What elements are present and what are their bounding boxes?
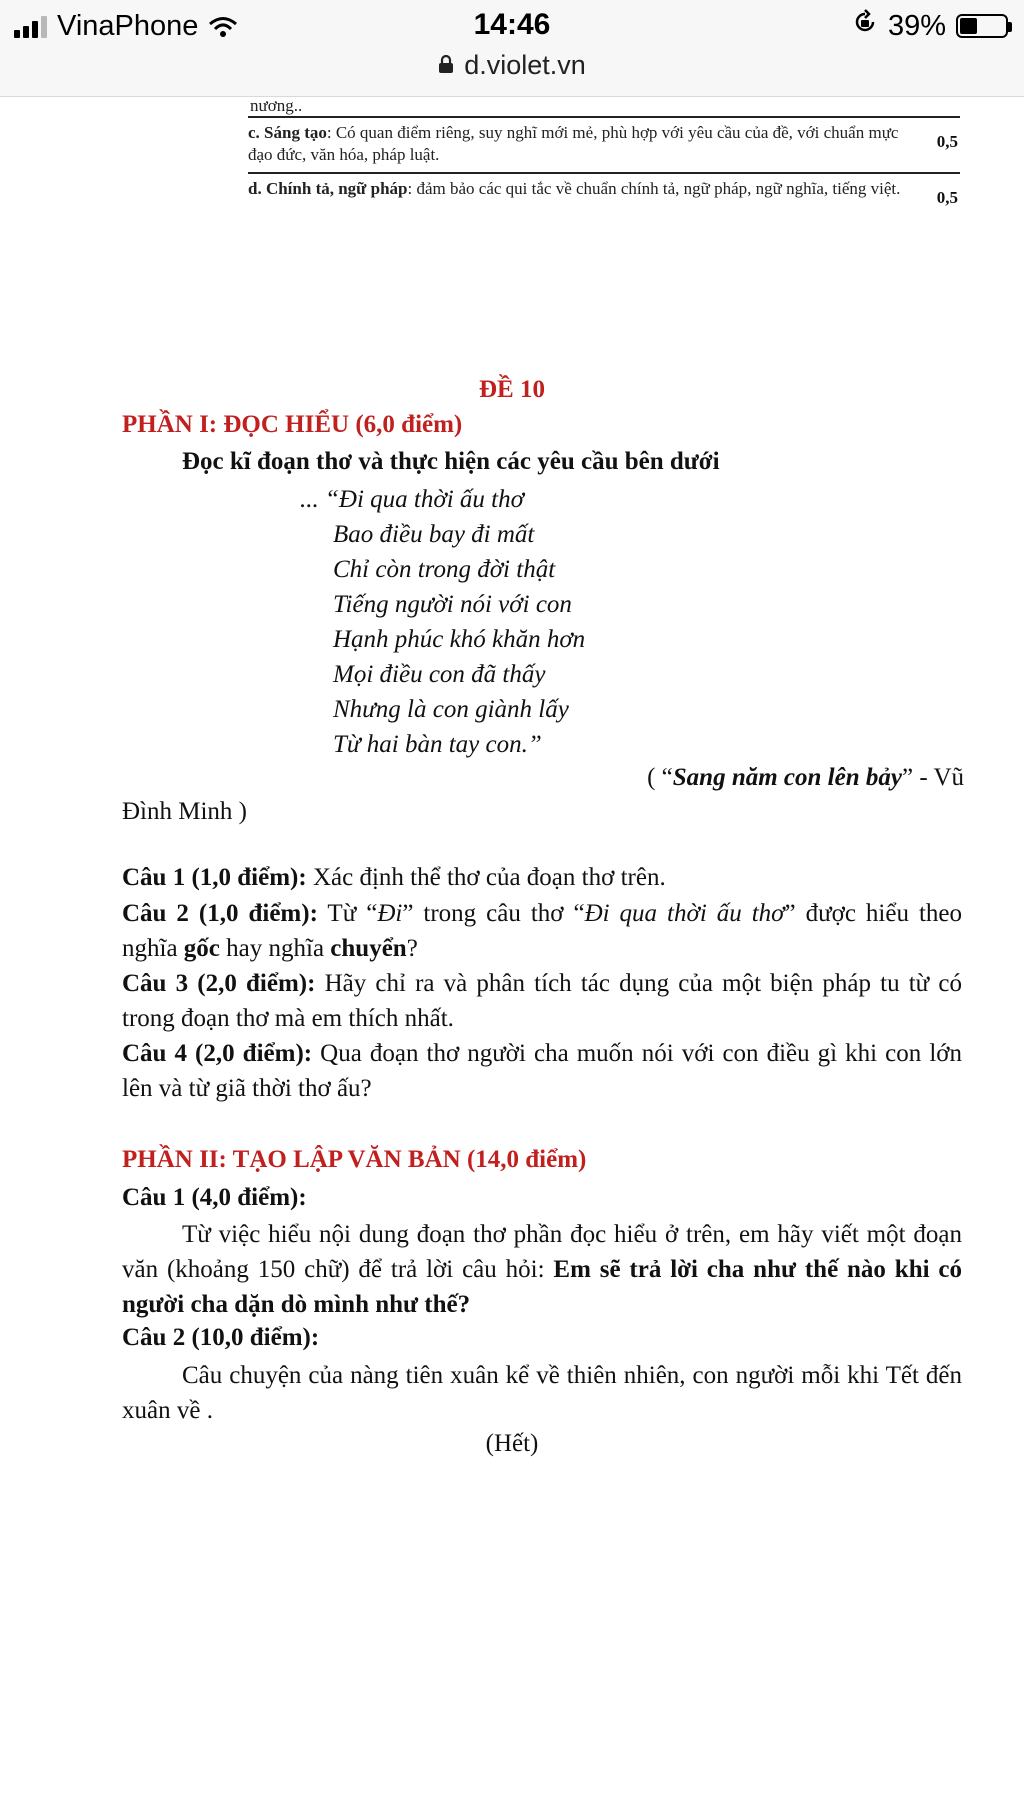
question-4: Câu 4 (2,0 điểm): Qua đoạn thơ người cha muốn nói với con điều gì khi con lớn lên và từ giã thời thơ ấu? (122, 1040, 962, 1102)
status-bar (0, 0, 1024, 97)
poem-line: Nhưng là con giành lấy (333, 696, 569, 723)
end-mark: (Hết) (485, 1430, 539, 1457)
question-2: Câu 2 (1,0 điểm): Từ “Đi” trong câu thơ “Đi qua thời ấu thơ” được hiểu theo nghĩa gốc hay nghĩa chuyển? (122, 900, 962, 962)
rubric-criterion: d. Chính tả, ngữ pháp: đảm bảo các qui tắc về chuẩn chính tả, ngữ pháp, ngữ nghĩa, tiếng việt. (248, 179, 901, 198)
poem-line: Chỉ còn trong đời thật (333, 556, 556, 583)
poem-line: Từ hai bàn tay con.” (333, 731, 542, 758)
clock: 14:46 (473, 8, 551, 41)
rubric-score: 0,5 (936, 188, 958, 207)
document-page (0, 96, 1024, 1820)
url-text[interactable]: d.violet.vn (464, 50, 586, 80)
poem-excerpt (300, 482, 585, 762)
battery-percent: 39% (887, 9, 946, 42)
orientation-lock-icon (852, 9, 878, 43)
part2-question-1-text: Từ việc hiểu nội dung đoạn thơ phần đọc hiểu ở trên, em hãy viết một đoạn văn (khoảng 150 chữ) để trả lời câu hỏi: Em sẽ trả lời cha như thế nào khi có người cha dặn dò mình như thế? (122, 1221, 962, 1318)
part2-heading: PHẦN II: TẠO LẬP VĂN BẢN (14,0 điểm) (122, 1146, 587, 1173)
reading-instruction: Đọc kĩ đoạn thơ và thực hiện các yêu cầu bên dưới (182, 448, 720, 475)
battery-icon (956, 14, 1008, 38)
question-3: Câu 3 (2,0 điểm): Hãy chỉ ra và phân tích tác dụng của một biện pháp tu từ có trong đoạn thơ mà em thích nhất. (122, 970, 962, 1032)
part2-question-2-text: Câu chuyện của nàng tiên xuân kể về thiên nhiên, con người mỗi khi Tết đến xuân về . (122, 1362, 962, 1424)
poem-line: Bao điều bay đi mất (333, 521, 535, 548)
lock-icon (438, 50, 454, 81)
poem-source: ( “Sang năm con lên bảy” - Vũ (647, 764, 964, 791)
carrier-name: VinaPhone (57, 10, 199, 42)
poem-line: Hạnh phúc khó khăn hơn (333, 626, 586, 653)
battery-fill (960, 18, 977, 34)
rubric-table (248, 116, 960, 214)
part2-question-2-label: Câu 2 (10,0 điểm): (122, 1324, 320, 1351)
rubric-row (248, 116, 960, 172)
part2-question-1-label: Câu 1 (4,0 điểm): (122, 1184, 307, 1211)
part1-heading: PHẦN I: ĐỌC HIỂU (6,0 điểm) (122, 411, 463, 438)
poem-line: ... “Đi qua thời ấu thơ (300, 486, 524, 513)
poem-line: Mọi điều con đã thấy (333, 661, 546, 688)
poem-line: Tiếng người nói với con (333, 591, 572, 618)
question-1: Câu 1 (1,0 điểm): Xác định thể thơ của đoạn thơ trên. (122, 864, 666, 891)
status-right (852, 9, 1008, 43)
top-fragment: nương.. (250, 96, 303, 115)
rubric-row (248, 172, 960, 214)
address-bar[interactable] (0, 50, 1024, 81)
rubric-criterion: c. Sáng tạo: Có quan điểm riêng, suy nghĩ mới mẻ, phù hợp với yêu cầu của đề, với chuẩn mực đạo đức, văn hóa, pháp luật. (248, 123, 899, 164)
rubric-score: 0,5 (936, 132, 958, 151)
exam-title: ĐỀ 10 (479, 376, 545, 403)
poem-author: Đình Minh ) (122, 798, 247, 825)
